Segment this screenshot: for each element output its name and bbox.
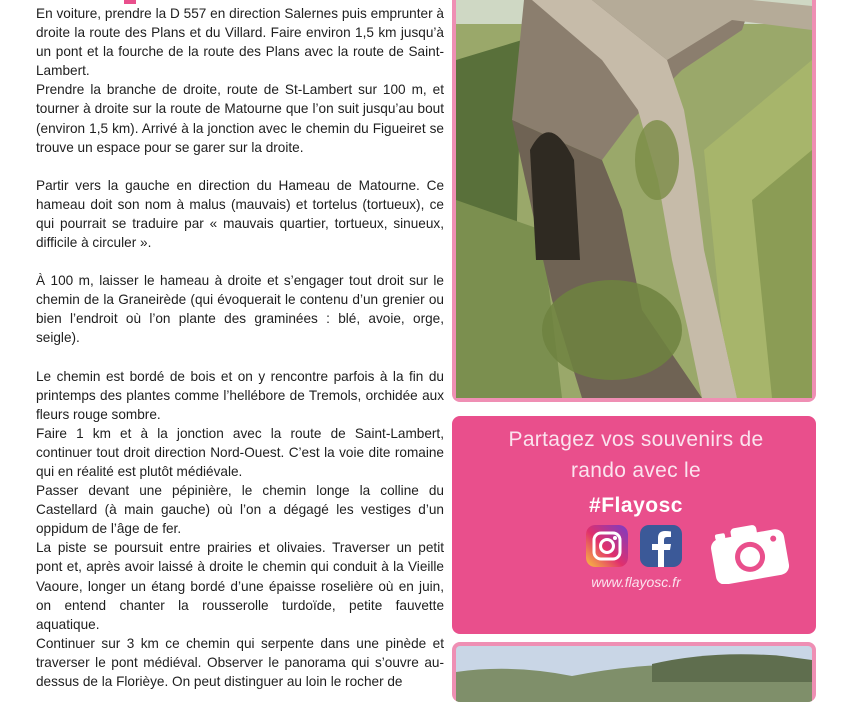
paragraph: La piste se poursuit entre prairies et olivaies. Traverser un petit pont et, après avoir laissé à droite le chemin qui conduit à la Vieille Vaoure, longer un étang bordé d’une épaisse roselière où en juin, on entend chanter la rousserolle turdoïde, petite fauvette aquatique. xyxy=(36,540,444,632)
promo-line-1: Partagez vos souvenirs de xyxy=(508,428,764,451)
facebook-icon[interactable] xyxy=(640,525,682,567)
instagram-icon[interactable] xyxy=(586,525,628,567)
paragraph: Prendre la branche de droite, route de St-Lambert sur 100 m, et tourner à droite sur la route de Matourne que l’on suit jusqu’au bout (environ 1,5 km). Arrivé à la jonction avec le chemin du Figueiret se trouve un espace pour se garer sur la droite. xyxy=(36,82,444,155)
promo-hashtag: #Flayosc xyxy=(589,494,683,517)
article-body xyxy=(36,4,444,691)
paragraph: Continuer sur 3 km ce chemin qui serpente dans une pinède et traverser le pont médiéval. Observer le panorama qui s’ouvre au-dessus de la Florièye. On peut distinguer au loin le rocher de xyxy=(36,635,444,689)
paragraph: Partir vers la gauche en direction du Hameau de Matourne. Ce hameau doit son nom à malus (mauvais) et tortelus (tortueux), ce qui pourrait se traduire par « mauvais quartier, tortueux, sinueux, difficile à circuler ». xyxy=(36,177,444,251)
paragraph: Le chemin est bordé de bois et on y rencontre parfois à la fin du printemps des plantes comme l’hellébore de Tremols, orchidée aux fleurs rouge sombre. xyxy=(36,368,444,422)
website-link[interactable]: www.flayosc.fr xyxy=(591,574,681,590)
paragraph: Faire 1 km et à la jonction avec la route de Saint-Lambert, continuer tout droit direction Nord-Ouest. C’est la voie dite romaine qui en réalité est plutôt médiévale. xyxy=(36,425,444,479)
aqueduct-photo xyxy=(452,0,816,402)
landscape-photo xyxy=(452,642,816,702)
paragraph: En voiture, prendre la D 557 en direction Salernes puis emprunter à droite la route des Plans et du Villard. Faire environ 1,5 km jusqu’à un pont et la fourche de la route des Plans avec la route de Saint-Lambert. xyxy=(36,6,444,79)
paragraph: Passer devant une pépinière, le chemin longe la colline du Castellard (à main gauche) où l’on a dégagé les vestiges d’un oppidum de l’âge de fer. xyxy=(36,483,444,537)
paragraph: À 100 m, laisser le hameau à droite et s’engager tout droit sur le chemin de la Graneirède (qui évoquerait le contenu d’un grenier ou bien l’endroit où l’on plante des graminées : blé, avoie, orge, seigle). xyxy=(36,273,444,346)
promo-line-2: rando avec le xyxy=(571,459,701,482)
